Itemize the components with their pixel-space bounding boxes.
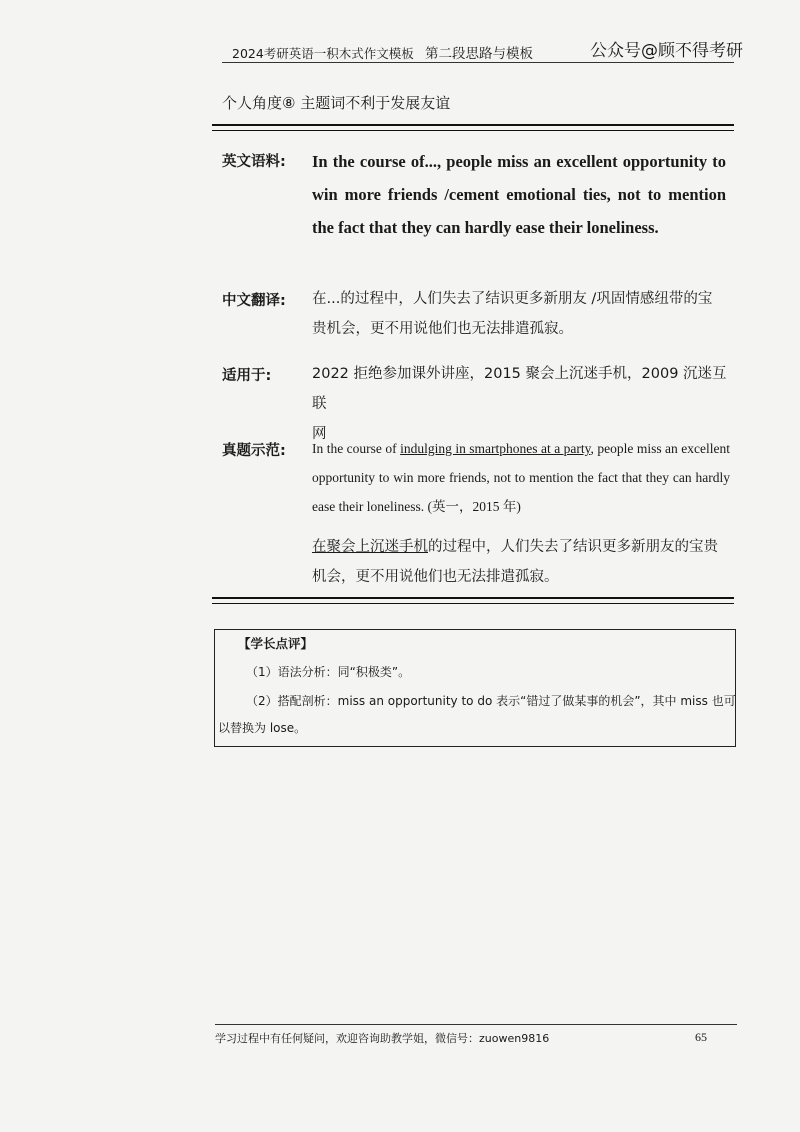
bottom-double-rule xyxy=(212,597,734,604)
example-zh-rest: 的过程中，人们失去了结识更多新朋友的宝贵 xyxy=(428,539,718,555)
example-english xyxy=(312,434,730,521)
header-book-title: 2024考研英语一积木式作文模板 xyxy=(232,46,414,61)
comment-box-title: 【学长点评】 xyxy=(238,636,314,651)
footer-rule xyxy=(215,1024,737,1025)
example-en-post: , people miss an excellent opportunity to win more friends, not to mention the fact that they can hardly ease their loneliness. (英一，2015 年) xyxy=(312,441,730,514)
header-section-title: 第二段思路与模板 xyxy=(425,46,533,62)
chinese-line-2: 贵机会，更不用说他们也无法排遣孤寂。 xyxy=(312,321,573,337)
chinese-line-1: 在...的过程中，人们失去了结识更多新朋友 /巩固情感纽带的宝 xyxy=(312,291,713,307)
header-rule xyxy=(222,62,734,63)
applies-label: 适用于: xyxy=(222,368,272,384)
page-number: 65 xyxy=(695,1030,707,1044)
comment-item-2-line-2: 以替换为 lose。 xyxy=(218,721,307,735)
applies-line-1: 2022 拒绝参加课外讲座，2015 聚会上沉迷手机，2009 沉迷互联 xyxy=(312,366,727,412)
example-zh-underlined: 在聚会上沉迷手机 xyxy=(312,539,428,555)
example-zh-line-1 xyxy=(312,532,730,562)
comment-item-2-line-1: （2）搭配剖析：miss an opportunity to do 表示“错过了做某事的机会”，其中 miss 也可 xyxy=(246,694,736,708)
example-chinese xyxy=(312,532,730,592)
footer-contact: 学习过程中有任何疑问，欢迎咨询助教学姐，微信号：zuowen9816 xyxy=(215,1032,550,1045)
example-en-underlined: indulging in smartphones at a party xyxy=(400,441,591,456)
header-account: 公众号@顾不得考研 xyxy=(590,41,743,61)
applies-line-2: 网 xyxy=(312,426,327,442)
english-label: 英文语料: xyxy=(222,154,286,170)
example-zh-line-2: 机会，更不用说他们也无法排遣孤寂。 xyxy=(312,569,559,585)
chinese-label: 中文翻译: xyxy=(222,293,286,309)
english-text: In the course of..., people miss an excellent opportunity to win more friends /cement emotional ties, not to mention the fact that they can hardly ease their loneliness. xyxy=(312,152,726,237)
comment-item-1: （1）语法分析：同“积极类”。 xyxy=(246,665,411,679)
top-double-rule xyxy=(212,124,734,131)
chinese-text xyxy=(312,284,730,344)
topic-heading: 个人角度⑧ 主题词不利于发展友谊 xyxy=(222,94,451,112)
example-en-pre: In the course of xyxy=(312,441,401,456)
example-label: 真题示范: xyxy=(222,443,286,459)
